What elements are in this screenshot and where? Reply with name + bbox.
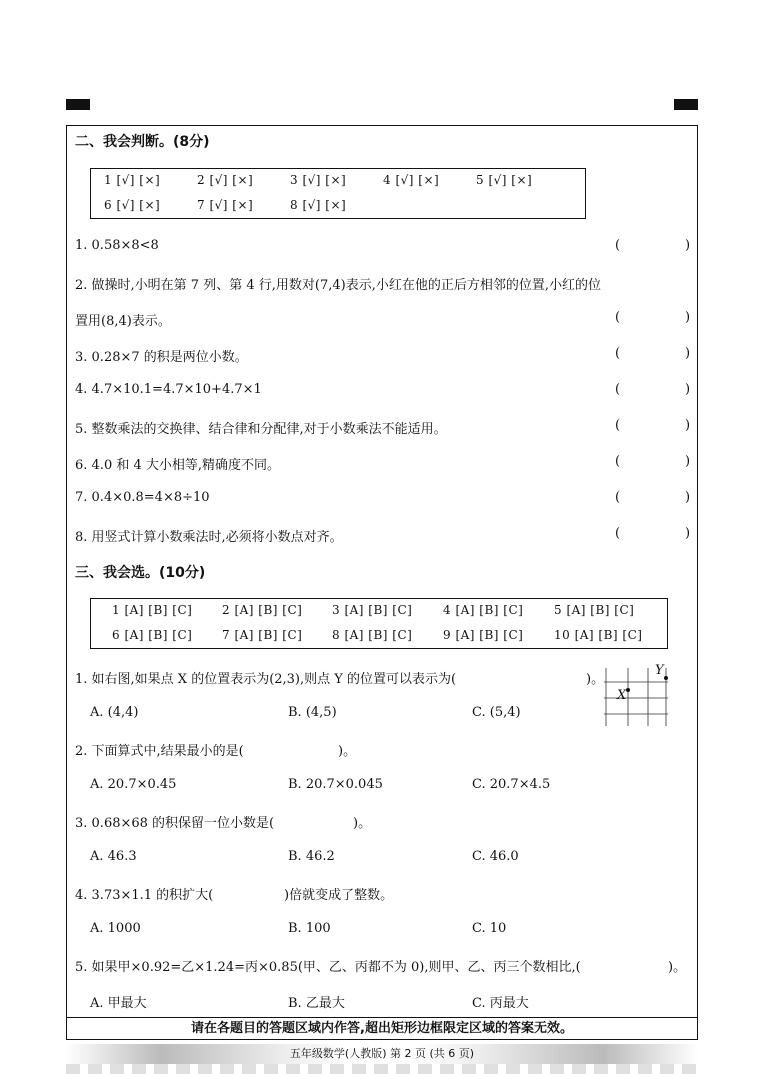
answer-cell[interactable]: 7 [√] [×]: [197, 198, 254, 212]
option-b: B. 100: [288, 921, 331, 936]
answer-paren-open: (: [615, 418, 621, 433]
option-b: B. 20.7×0.045: [288, 777, 383, 792]
answer-paren-close: ): [685, 346, 691, 361]
answer-paren-close: ): [685, 382, 691, 397]
judge-q4: 4. 4.7×10.1=4.7×10+4.7×1: [75, 382, 262, 397]
answer-cell[interactable]: 4 [A] [B] [C]: [443, 603, 524, 617]
option-c: C. 20.7×4.5: [472, 777, 551, 792]
answer-paren-close: ): [685, 454, 691, 469]
answer-cell[interactable]: 10 [A] [B] [C]: [554, 628, 643, 642]
section3-title: 三、我会选。(10分): [75, 565, 206, 581]
judge-q5: 5. 整数乘法的交换律、结合律和分配律,对于小数乘法不能适用。: [75, 422, 447, 437]
option-b: B. 乙最大: [288, 996, 345, 1011]
answer-paren-open: (: [615, 346, 621, 361]
judge-q6: 6. 4.0 和 4 大小相等,精确度不同。: [75, 458, 281, 473]
answer-cell[interactable]: 3 [√] [×]: [290, 173, 347, 187]
judge-q3: 3. 0.28×7 的积是两位小数。: [75, 350, 248, 365]
answer-paren-open: (: [615, 310, 621, 325]
section2-title: 二、我会判断。(8分): [75, 134, 210, 150]
option-a: A. 46.3: [90, 849, 137, 864]
point-y-label: Y: [655, 663, 664, 678]
judge-q8: 8. 用竖式计算小数乘法时,必须将小数点对齐。: [75, 530, 343, 545]
answer-cell[interactable]: 6 [√] [×]: [104, 198, 161, 212]
answer-cell[interactable]: 6 [A] [B] [C]: [112, 628, 193, 642]
answer-paren-close: ): [685, 418, 691, 433]
answer-cell[interactable]: 7 [A] [B] [C]: [222, 628, 303, 642]
choice-q4: 4. 3.73×1.1 的积扩大(: [75, 888, 214, 903]
choice-q5-end: )。: [668, 960, 687, 975]
answer-cell[interactable]: 5 [√] [×]: [476, 173, 533, 187]
answer-paren-open: (: [615, 238, 621, 253]
answer-cell[interactable]: 2 [√] [×]: [197, 173, 254, 187]
bottom-decorative-strip: [66, 1064, 698, 1074]
answer-paren-open: (: [615, 382, 621, 397]
option-c: C. 丙最大: [472, 996, 529, 1011]
point-x-label: X: [617, 688, 627, 703]
answer-paren-open: (: [615, 490, 621, 505]
answer-cell[interactable]: 3 [A] [B] [C]: [332, 603, 413, 617]
answer-area-notice: 请在各题目的答题区域内作答,超出矩形边框限定区域的答案无效。: [66, 1017, 698, 1040]
answer-paren-close: ): [685, 490, 691, 505]
answer-cell[interactable]: 2 [A] [B] [C]: [222, 603, 303, 617]
choice-q1: 1. 如右图,如果点 X 的位置表示为(2,3),则点 Y 的位置可以表示为(: [75, 672, 457, 687]
option-a: A. 1000: [90, 921, 141, 936]
answer-cell[interactable]: 4 [√] [×]: [383, 173, 440, 187]
choice-q2-end: )。: [338, 744, 357, 759]
option-a: A. (4,4): [90, 705, 139, 720]
judge-q2-line2: 置用(8,4)表示。: [75, 314, 171, 329]
answer-paren-close: ): [685, 310, 691, 325]
option-a: A. 20.7×0.45: [90, 777, 177, 792]
page-footer: 五年级数学(人教版) 第 2 页 (共 6 页): [66, 1044, 698, 1064]
choice-q3-end: )。: [353, 816, 372, 831]
option-b: B. (4,5): [288, 705, 337, 720]
answer-cell[interactable]: 8 [A] [B] [C]: [332, 628, 413, 642]
answer-cell[interactable]: 1 [√] [×]: [104, 173, 161, 187]
choice-q2: 2. 下面算式中,结果最小的是(: [75, 744, 244, 759]
registration-mark-right: [674, 99, 698, 110]
choice-q5: 5. 如果甲×0.92=乙×1.24=丙×0.85(甲、乙、丙都不为 0),则甲、乙、丙三个数相比,(: [75, 960, 581, 975]
answer-paren-close: ): [685, 526, 691, 541]
option-c: C. (5,4): [472, 705, 521, 720]
answer-cell[interactable]: 9 [A] [B] [C]: [443, 628, 524, 642]
answer-paren-close: ): [685, 238, 691, 253]
option-b: B. 46.2: [288, 849, 335, 864]
option-a: A. 甲最大: [90, 996, 147, 1011]
choice-q3: 3. 0.68×68 的积保留一位小数是(: [75, 816, 275, 831]
judge-q7: 7. 0.4×0.8=4×8÷10: [75, 490, 210, 505]
choice-q1-end: )。: [586, 672, 605, 687]
registration-mark-left: [66, 99, 90, 110]
option-c: C. 46.0: [472, 849, 519, 864]
answer-cell[interactable]: 5 [A] [B] [C]: [554, 603, 635, 617]
option-c: C. 10: [472, 921, 507, 936]
answer-paren-open: (: [615, 526, 621, 541]
answer-cell[interactable]: 1 [A] [B] [C]: [112, 603, 193, 617]
answer-paren-open: (: [615, 454, 621, 469]
choice-q4-end: )倍就变成了整数。: [284, 888, 394, 903]
answer-cell[interactable]: 8 [√] [×]: [290, 198, 347, 212]
judge-q1: 1. 0.58×8<8: [75, 238, 159, 253]
judge-q2-line1: 2. 做操时,小明在第 7 列、第 4 行,用数对(7,4)表示,小红在他的正后方相邻的位置,小红的位: [75, 278, 601, 293]
